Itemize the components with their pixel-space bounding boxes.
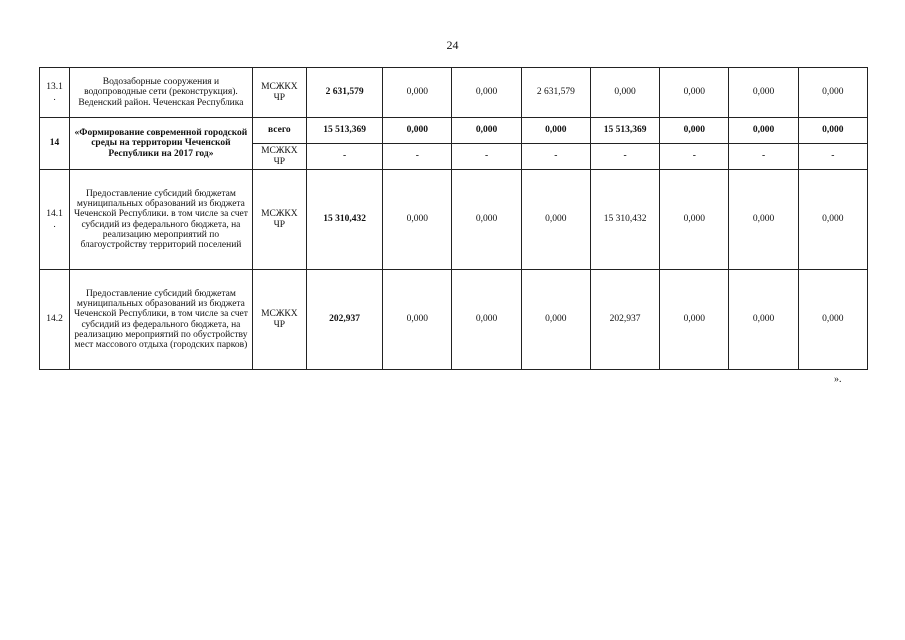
value-cell: 0,000	[660, 270, 729, 370]
value-cell: 15 310,432	[590, 170, 659, 270]
value-cell: 0,000	[798, 270, 867, 370]
value-cell: -	[452, 144, 521, 170]
value-cell: 0,000	[383, 118, 452, 144]
value-cell: 0,000	[798, 68, 867, 118]
value-cell: -	[660, 144, 729, 170]
row-name: «Формирование современной городской среды на территории Чеченской Республики на 2017 год»	[70, 118, 253, 170]
value-cell: 0,000	[798, 170, 867, 270]
value-cell: 0,000	[521, 170, 590, 270]
value-cell: 0,000	[798, 118, 867, 144]
row-code: 14.2	[40, 270, 70, 370]
value-cell: 0,000	[452, 68, 521, 118]
row-code: 14	[40, 118, 70, 170]
value-cell: 0,000	[383, 270, 452, 370]
value-cell: 15 310,432	[306, 170, 382, 270]
value-cell: 15 513,369	[306, 118, 382, 144]
row-name: Предоставление субсидий бюджетам муниципальных образований из бюджета Чеченской Республики. в том числе за счет субсидий из федерального бюджета, на реализацию мероприятий по благоустройству территорий поселений	[70, 170, 253, 270]
value-cell: 0,000	[729, 170, 798, 270]
value-cell: 0,000	[660, 170, 729, 270]
value-cell: 0,000	[383, 170, 452, 270]
value-cell: 0,000	[521, 118, 590, 144]
table-row	[40, 68, 868, 118]
value-cell: 0,000	[729, 118, 798, 144]
page-number: 24	[446, 38, 459, 52]
row-executor: всего	[252, 118, 306, 144]
value-cell: 0,000	[590, 68, 659, 118]
value-cell: 0,000	[452, 270, 521, 370]
row-executor: МСЖКХ ЧР	[252, 170, 306, 270]
row-executor: МСЖКХ ЧР	[252, 144, 306, 170]
budget-table	[39, 67, 868, 370]
value-cell: 202,937	[590, 270, 659, 370]
table-row	[40, 118, 868, 144]
value-cell: -	[798, 144, 867, 170]
row-executor: МСЖКХ ЧР	[252, 68, 306, 118]
value-cell: 0,000	[383, 68, 452, 118]
value-cell: 0,000	[660, 118, 729, 144]
row-name: Водозаборные сооружения и водопроводные сети (реконструкция). Веденский район. Чеченская Республика	[70, 68, 253, 118]
value-cell: 0,000	[452, 170, 521, 270]
value-cell: -	[521, 144, 590, 170]
closing-quote: ».	[834, 374, 842, 385]
value-cell: 2 631,579	[306, 68, 382, 118]
value-cell: 0,000	[729, 270, 798, 370]
value-cell: -	[729, 144, 798, 170]
table-row	[40, 170, 868, 270]
value-cell: 15 513,369	[590, 118, 659, 144]
value-cell: 202,937	[306, 270, 382, 370]
row-name: Предоставление субсидий бюджетам муниципальных образований из бюджета Чеченской Республики, в том числе за счет субсидий из федерального бюджета, на реализацию мероприятий по обустройству мест массового отдыха (городских парков)	[70, 270, 253, 370]
value-cell: 0,000	[729, 68, 798, 118]
value-cell: -	[383, 144, 452, 170]
row-executor: МСЖКХ ЧР	[252, 270, 306, 370]
value-cell: 0,000	[452, 118, 521, 144]
value-cell: -	[590, 144, 659, 170]
table-row	[40, 270, 868, 370]
row-code: 13.1 .	[40, 68, 70, 118]
value-cell: 0,000	[521, 270, 590, 370]
value-cell: 2 631,579	[521, 68, 590, 118]
value-cell: -	[306, 144, 382, 170]
row-code: 14.1 .	[40, 170, 70, 270]
value-cell: 0,000	[660, 68, 729, 118]
